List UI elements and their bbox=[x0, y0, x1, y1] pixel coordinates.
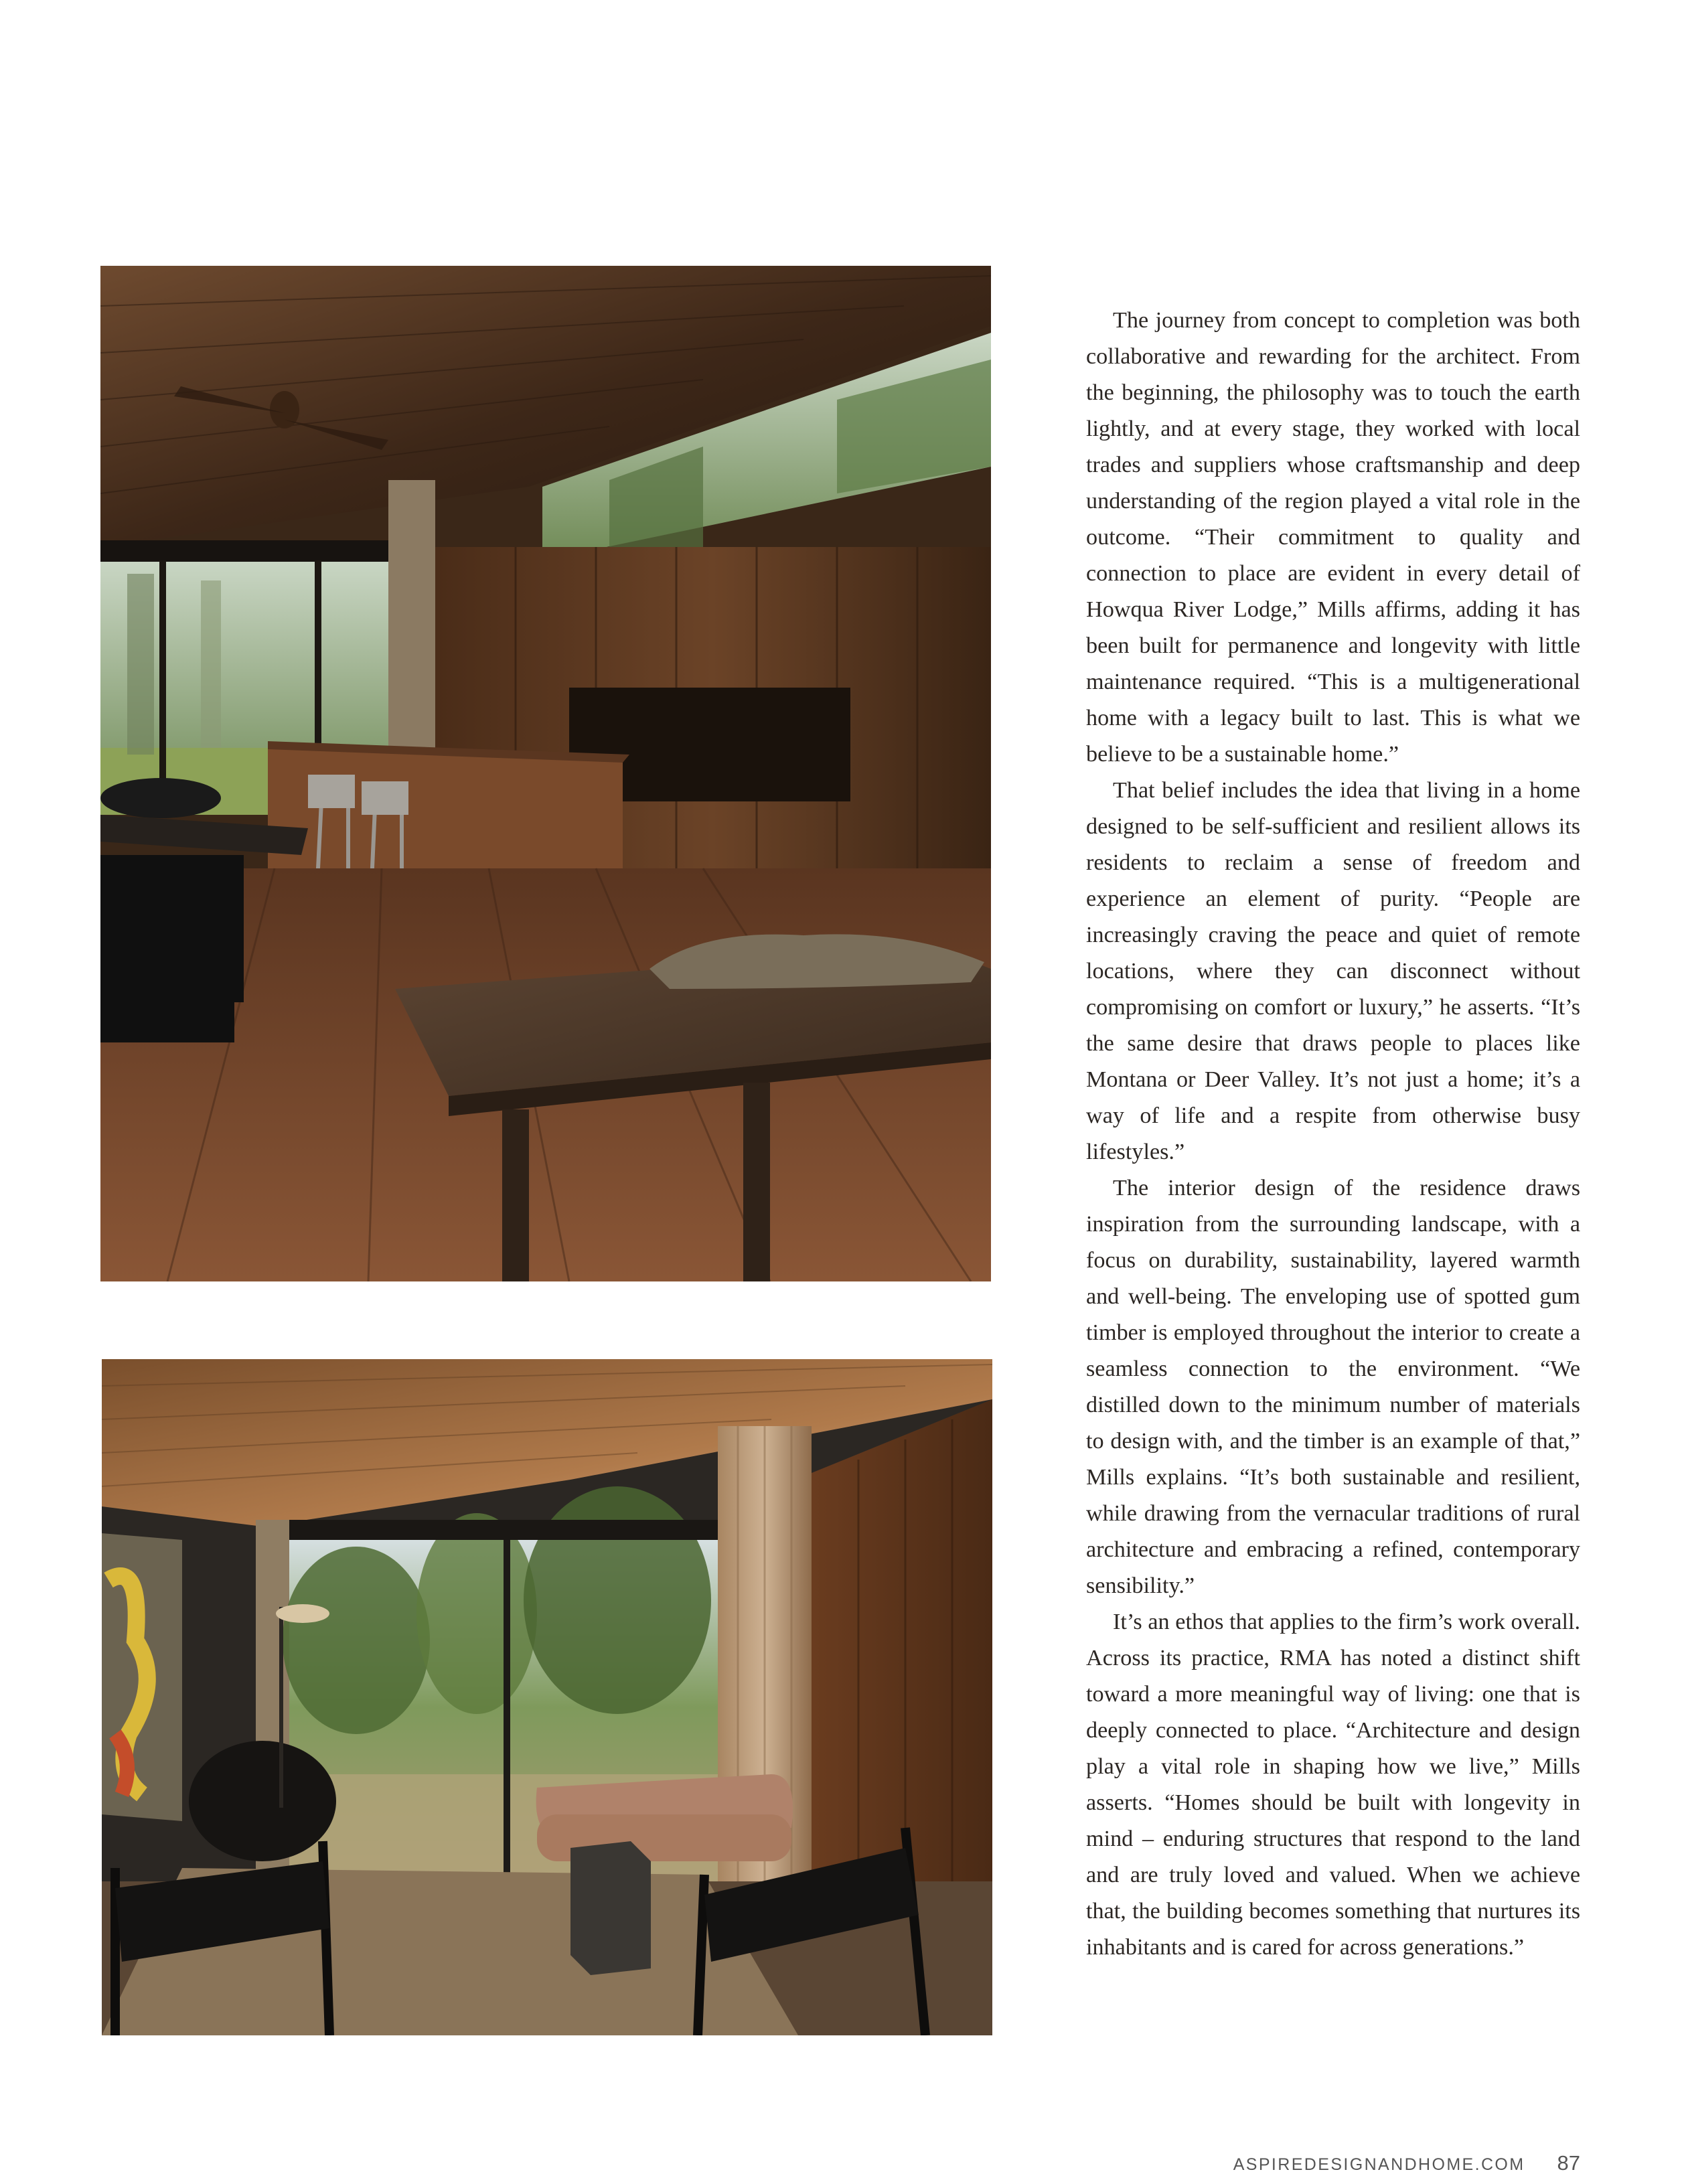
living-room-illustration bbox=[102, 1359, 992, 2035]
article-paragraph: The interior design of the residence draws inspiration from the surrounding landscape, with a focus on durability, sustainability, layered warmth and well-being. The enveloping use of spotted gum timber is employed throughout the interior to create a seamless connection to the environment. “We distilled down to the minimum number of materials to design with, and the timber is an example of that,” Mills explains. “It’s both sustainable and resilient, while drawing from the vernacular traditions of rural architecture and embracing a refined, contemporary sensibility.” bbox=[1086, 1176, 1580, 1598]
page-number: 87 bbox=[1557, 2151, 1580, 2175]
footer-website: ASPIREDESIGNANDHOME.COM bbox=[1233, 2155, 1525, 2174]
article-paragraph: The journey from concept to completion was both collaborative and rewarding for the architect. From the beginning, the philosophy was to touch the earth lightly, and at every stage, they worked with local trades and suppliers whose craftsmanship and deep understanding of the region played a vital role in the outcome. “Their commitment to quality and connection to place are evident in every detail of Howqua River Lodge,” Mills affirms, adding it has been built for permanence and longevity with little maintenance required. “This is a multigenerational home with a legacy built to last. This is what we believe to be a sustainable home.” bbox=[1086, 308, 1580, 767]
page-footer bbox=[1233, 2151, 1580, 2178]
kitchen-dining-photo bbox=[100, 266, 991, 1281]
living-room-photo bbox=[102, 1359, 992, 2035]
article-paragraph: It’s an ethos that applies to the firm’s work overall. Across its practice, RMA has noted a distinct shift toward a more meaningful way of living: one that is deeply connected to place. “Architecture and design play a vital role in shaping how we live,” Mills asserts. “Homes should be built with longevity in mind – enduring structures that respond to the land and are truly loved and valued. When we achieve that, the building becomes something that nurtures its inhabitants and is cared for across generations.” bbox=[1086, 1610, 1580, 1960]
kitchen-dining-illustration bbox=[100, 266, 991, 1281]
article-body bbox=[1086, 303, 1580, 1966]
article-paragraph: That belief includes the idea that living in a home designed to be self-sufficient and resilient allows its residents to reclaim a sense of freedom and experience an element of purity. “People are increasingly craving the peace and quiet of remote locations, where they can disconnect without compromising on comfort or luxury,” he asserts. “It’s the same desire that draws people to places like Montana or Deer Valley. It’s not just a home; it’s a way of life and a respite from otherwise busy lifestyles.” bbox=[1086, 778, 1580, 1164]
